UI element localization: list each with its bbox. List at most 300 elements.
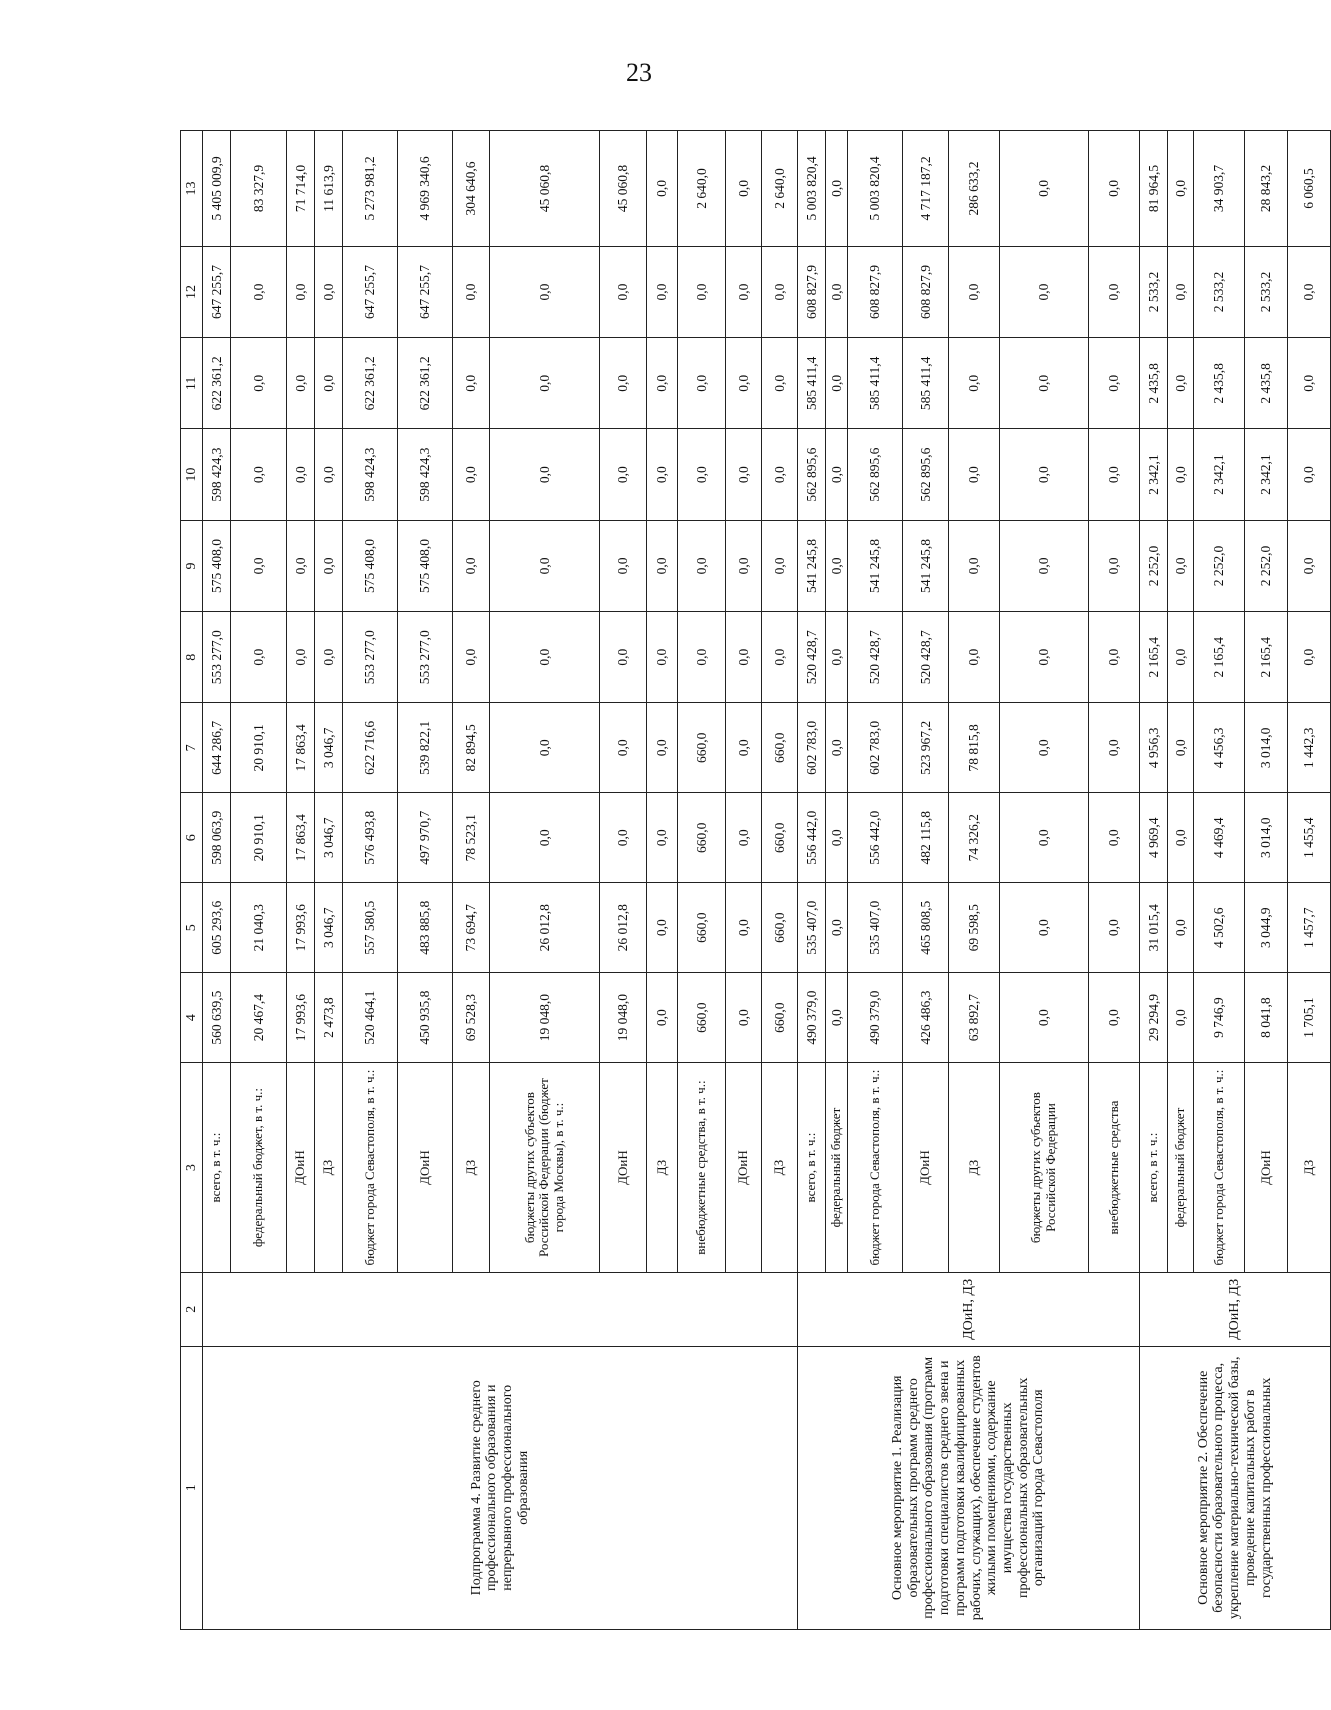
value-col-11: 0,0	[600, 338, 647, 429]
value-col-7: 539 822,1	[398, 703, 453, 793]
value-col-8: 553 277,0	[343, 612, 398, 703]
value-col-6: 20 910,1	[231, 793, 287, 883]
value-col-10: 2 342,1	[1140, 429, 1168, 520]
value-col-8: 553 277,0	[203, 612, 231, 703]
value-col-5: 660,0	[678, 883, 726, 973]
value-col-10: 0,0	[287, 429, 315, 520]
funding-source: ДОиН	[726, 1063, 762, 1273]
block-responsible: ДОиН, ДЗ	[1140, 1272, 1331, 1346]
value-col-10: 0,0	[1288, 429, 1331, 520]
value-col-12: 0,0	[647, 246, 678, 337]
value-col-13: 0,0	[826, 131, 848, 247]
value-col-7: 17 863,4	[287, 703, 315, 793]
value-col-11: 0,0	[1000, 338, 1089, 429]
value-col-5: 483 885,8	[398, 883, 453, 973]
value-col-9: 0,0	[678, 520, 726, 611]
funding-source: бюджет города Севастополя, в т. ч.:	[1194, 1063, 1245, 1273]
value-col-12: 608 827,9	[903, 246, 949, 337]
value-col-5: 1 457,7	[1288, 883, 1331, 973]
value-col-4: 20 467,4	[231, 973, 287, 1063]
funding-source: ДЗ	[315, 1063, 343, 1273]
value-col-13: 81 964,5	[1140, 131, 1168, 247]
funding-source: бюджеты других субъектов Российской Федерации (бюджет города Москвы), в т. ч.:	[490, 1063, 600, 1273]
value-col-6: 0,0	[726, 793, 762, 883]
value-col-12: 0,0	[600, 246, 647, 337]
value-col-10: 0,0	[1089, 429, 1140, 520]
column-number-12: 12	[181, 246, 203, 337]
value-col-13: 34 903,7	[1194, 131, 1245, 247]
funding-source: бюджеты других субъектов Российской Федерации	[1000, 1063, 1089, 1273]
value-col-10: 598 424,3	[343, 429, 398, 520]
value-col-4: 660,0	[678, 973, 726, 1063]
value-col-8: 2 165,4	[1140, 612, 1168, 703]
value-col-13: 4 969 340,6	[398, 131, 453, 247]
value-col-11: 0,0	[678, 338, 726, 429]
value-col-4: 2 473,8	[315, 973, 343, 1063]
value-col-13: 0,0	[1168, 131, 1194, 247]
funding-source: федеральный бюджет	[826, 1063, 848, 1273]
value-col-9: 0,0	[490, 520, 600, 611]
value-col-4: 69 528,3	[453, 973, 490, 1063]
value-col-12: 0,0	[726, 246, 762, 337]
value-col-6: 660,0	[762, 793, 798, 883]
table-body	[203, 131, 1331, 1630]
value-col-7: 78 815,8	[949, 703, 1000, 793]
value-col-8: 0,0	[287, 612, 315, 703]
value-col-4: 8 041,8	[1245, 973, 1288, 1063]
funding-source: всего, в т. ч.:	[203, 1063, 231, 1273]
value-col-4: 0,0	[1000, 973, 1089, 1063]
value-col-6: 0,0	[1168, 793, 1194, 883]
value-col-11: 2 435,8	[1194, 338, 1245, 429]
value-col-13: 83 327,9	[231, 131, 287, 247]
value-col-10: 598 424,3	[203, 429, 231, 520]
value-col-6: 0,0	[1000, 793, 1089, 883]
funding-source: ДОиН	[287, 1063, 315, 1273]
value-col-9: 541 245,8	[903, 520, 949, 611]
value-col-13: 11 613,9	[315, 131, 343, 247]
funding-source: ДЗ	[647, 1063, 678, 1273]
value-col-4: 0,0	[826, 973, 848, 1063]
value-col-5: 465 808,5	[903, 883, 949, 973]
value-col-11: 0,0	[826, 338, 848, 429]
value-col-11: 0,0	[762, 338, 798, 429]
value-col-13: 2 640,0	[678, 131, 726, 247]
value-col-11: 0,0	[453, 338, 490, 429]
value-col-12: 0,0	[1089, 246, 1140, 337]
value-col-6: 0,0	[1089, 793, 1140, 883]
value-col-7: 602 783,0	[848, 703, 903, 793]
value-col-12: 608 827,9	[848, 246, 903, 337]
value-col-10: 0,0	[678, 429, 726, 520]
value-col-13: 28 843,2	[1245, 131, 1288, 247]
value-col-4: 520 464,1	[343, 973, 398, 1063]
value-col-10: 0,0	[315, 429, 343, 520]
value-col-12: 0,0	[678, 246, 726, 337]
value-col-9: 0,0	[726, 520, 762, 611]
value-col-11: 2 435,8	[1140, 338, 1168, 429]
value-col-8: 0,0	[600, 612, 647, 703]
value-col-5: 31 015,4	[1140, 883, 1168, 973]
value-col-13: 5 003 820,4	[798, 131, 826, 247]
column-number-2: 2	[181, 1272, 203, 1346]
value-col-7: 82 894,5	[453, 703, 490, 793]
value-col-10: 0,0	[453, 429, 490, 520]
funding-source: всего, в т. ч.:	[1140, 1063, 1168, 1273]
value-col-9: 575 408,0	[398, 520, 453, 611]
value-col-13: 0,0	[726, 131, 762, 247]
value-col-12: 0,0	[231, 246, 287, 337]
funding-source: бюджет города Севастополя, в т. ч.:	[848, 1063, 903, 1273]
funding-source: ДОиН	[1245, 1063, 1288, 1273]
value-col-8: 0,0	[678, 612, 726, 703]
value-col-6: 17 863,4	[287, 793, 315, 883]
value-col-7: 0,0	[1168, 703, 1194, 793]
value-col-9: 0,0	[231, 520, 287, 611]
value-col-9: 2 252,0	[1245, 520, 1288, 611]
value-col-9: 0,0	[949, 520, 1000, 611]
value-col-9: 0,0	[647, 520, 678, 611]
value-col-6: 598 063,9	[203, 793, 231, 883]
value-col-4: 29 294,9	[1140, 973, 1168, 1063]
value-col-13: 45 060,8	[490, 131, 600, 247]
value-col-6: 660,0	[678, 793, 726, 883]
value-col-5: 557 580,5	[343, 883, 398, 973]
value-col-5: 26 012,8	[490, 883, 600, 973]
value-col-9: 0,0	[453, 520, 490, 611]
funding-source: ДОиН	[600, 1063, 647, 1273]
value-col-9: 0,0	[315, 520, 343, 611]
value-col-10: 0,0	[231, 429, 287, 520]
column-number-6: 6	[181, 793, 203, 883]
value-col-5: 26 012,8	[600, 883, 647, 973]
value-col-12: 0,0	[949, 246, 1000, 337]
value-col-12: 2 533,2	[1245, 246, 1288, 337]
value-col-7: 4 456,3	[1194, 703, 1245, 793]
value-col-10: 0,0	[490, 429, 600, 520]
table-row	[798, 131, 826, 1630]
value-col-9: 0,0	[600, 520, 647, 611]
value-col-8: 0,0	[1168, 612, 1194, 703]
value-col-5: 17 993,6	[287, 883, 315, 973]
value-col-5: 0,0	[726, 883, 762, 973]
value-col-7: 602 783,0	[798, 703, 826, 793]
value-col-11: 0,0	[1168, 338, 1194, 429]
value-col-4: 490 379,0	[848, 973, 903, 1063]
value-col-8: 0,0	[1089, 612, 1140, 703]
value-col-6: 0,0	[600, 793, 647, 883]
value-col-9: 0,0	[1089, 520, 1140, 611]
value-col-13: 0,0	[1000, 131, 1089, 247]
value-col-12: 0,0	[1000, 246, 1089, 337]
value-col-5: 0,0	[826, 883, 848, 973]
value-col-10: 562 895,6	[798, 429, 826, 520]
value-col-11: 0,0	[287, 338, 315, 429]
value-col-5: 660,0	[762, 883, 798, 973]
column-number-1: 1	[181, 1346, 203, 1629]
value-col-4: 490 379,0	[798, 973, 826, 1063]
value-col-8: 0,0	[1000, 612, 1089, 703]
value-col-6: 74 326,2	[949, 793, 1000, 883]
value-col-8: 0,0	[315, 612, 343, 703]
value-col-9: 0,0	[1288, 520, 1331, 611]
page-number: 23	[626, 58, 652, 87]
value-col-8: 0,0	[762, 612, 798, 703]
block-name: Основное мероприятие 1. Реализация образовательных программ среднего профессионального образования (программ подготовки специалистов среднего звена и программ подготовки квалифицированных рабочих, служащих), обеспечение студентов жилыми помещениями, содержание имущества государственных профессиональных образовательных организаций города Севастополя	[798, 1346, 1140, 1629]
value-col-4: 63 892,7	[949, 973, 1000, 1063]
column-number-10: 10	[181, 429, 203, 520]
value-col-9: 0,0	[1000, 520, 1089, 611]
value-col-10: 2 342,1	[1194, 429, 1245, 520]
value-col-4: 0,0	[726, 973, 762, 1063]
funding-source: ДЗ	[949, 1063, 1000, 1273]
funding-source: ДОиН	[903, 1063, 949, 1273]
value-col-10: 0,0	[762, 429, 798, 520]
value-col-4: 9 746,9	[1194, 973, 1245, 1063]
value-col-8: 0,0	[453, 612, 490, 703]
value-col-5: 3 046,7	[315, 883, 343, 973]
value-col-8: 0,0	[1288, 612, 1331, 703]
value-col-10: 598 424,3	[398, 429, 453, 520]
value-col-8: 0,0	[231, 612, 287, 703]
value-col-8: 2 165,4	[1194, 612, 1245, 703]
value-col-10: 0,0	[1000, 429, 1089, 520]
value-col-13: 0,0	[647, 131, 678, 247]
value-col-6: 576 493,8	[343, 793, 398, 883]
funding-source: ДОиН	[398, 1063, 453, 1273]
funding-source: ДЗ	[1288, 1063, 1331, 1273]
value-col-7: 523 967,2	[903, 703, 949, 793]
value-col-7: 0,0	[826, 703, 848, 793]
value-col-12: 0,0	[762, 246, 798, 337]
funding-source: всего, в т. ч.:	[798, 1063, 826, 1273]
value-col-5: 0,0	[1168, 883, 1194, 973]
funding-source: ДЗ	[453, 1063, 490, 1273]
value-col-12: 647 255,7	[343, 246, 398, 337]
value-col-8: 520 428,7	[848, 612, 903, 703]
value-col-13: 4 717 187,2	[903, 131, 949, 247]
value-col-9: 575 408,0	[343, 520, 398, 611]
value-col-11: 0,0	[490, 338, 600, 429]
value-col-7: 0,0	[1089, 703, 1140, 793]
value-col-5: 535 407,0	[798, 883, 826, 973]
value-col-10: 562 895,6	[903, 429, 949, 520]
value-col-12: 0,0	[1168, 246, 1194, 337]
value-col-10: 562 895,6	[848, 429, 903, 520]
column-number-8: 8	[181, 612, 203, 703]
value-col-11: 0,0	[315, 338, 343, 429]
block-responsible	[203, 1272, 798, 1346]
value-col-13: 6 060,5	[1288, 131, 1331, 247]
value-col-12: 2 533,2	[1140, 246, 1168, 337]
value-col-5: 535 407,0	[848, 883, 903, 973]
value-col-10: 0,0	[826, 429, 848, 520]
funding-source: внебюджетные средства, в т. ч.:	[678, 1063, 726, 1273]
block-responsible: ДОиН, ДЗ	[798, 1272, 1140, 1346]
value-col-9: 0,0	[1168, 520, 1194, 611]
value-col-8: 0,0	[826, 612, 848, 703]
value-col-4: 19 048,0	[490, 973, 600, 1063]
value-col-7: 660,0	[678, 703, 726, 793]
value-col-5: 0,0	[647, 883, 678, 973]
value-col-10: 0,0	[647, 429, 678, 520]
value-col-7: 644 286,7	[203, 703, 231, 793]
value-col-6: 497 970,7	[398, 793, 453, 883]
value-col-7: 3 046,7	[315, 703, 343, 793]
column-number-header-row	[181, 131, 203, 1630]
column-number-11: 11	[181, 338, 203, 429]
value-col-7: 0,0	[490, 703, 600, 793]
value-col-4: 0,0	[1089, 973, 1140, 1063]
value-col-7: 20 910,1	[231, 703, 287, 793]
value-col-10: 0,0	[726, 429, 762, 520]
value-col-7: 3 014,0	[1245, 703, 1288, 793]
value-col-5: 605 293,6	[203, 883, 231, 973]
value-col-5: 3 044,9	[1245, 883, 1288, 973]
value-col-13: 5 273 981,2	[343, 131, 398, 247]
value-col-11: 2 435,8	[1245, 338, 1288, 429]
value-col-11: 622 361,2	[398, 338, 453, 429]
value-col-8: 553 277,0	[398, 612, 453, 703]
column-number-7: 7	[181, 703, 203, 793]
value-col-9: 2 252,0	[1194, 520, 1245, 611]
value-col-5: 21 040,3	[231, 883, 287, 973]
value-col-4: 660,0	[762, 973, 798, 1063]
value-col-4: 426 486,3	[903, 973, 949, 1063]
value-col-6: 4 969,4	[1140, 793, 1168, 883]
value-col-11: 0,0	[231, 338, 287, 429]
table-rotated-wrapper	[180, 130, 1317, 1630]
value-col-4: 0,0	[647, 973, 678, 1063]
value-col-6: 0,0	[647, 793, 678, 883]
value-col-5: 0,0	[1000, 883, 1089, 973]
value-col-10: 0,0	[1168, 429, 1194, 520]
value-col-6: 3 046,7	[315, 793, 343, 883]
value-col-7: 4 956,3	[1140, 703, 1168, 793]
value-col-6: 556 442,0	[848, 793, 903, 883]
value-col-7: 0,0	[726, 703, 762, 793]
value-col-4: 0,0	[1168, 973, 1194, 1063]
value-col-9: 0,0	[287, 520, 315, 611]
value-col-13: 5 405 009,9	[203, 131, 231, 247]
table-row	[1140, 131, 1168, 1630]
value-col-10: 0,0	[600, 429, 647, 520]
value-col-8: 520 428,7	[903, 612, 949, 703]
value-col-12: 608 827,9	[798, 246, 826, 337]
funding-source: федеральный бюджет	[1168, 1063, 1194, 1273]
value-col-12: 647 255,7	[203, 246, 231, 337]
value-col-5: 0,0	[1089, 883, 1140, 973]
value-col-12: 0,0	[287, 246, 315, 337]
value-col-7: 1 442,3	[1288, 703, 1331, 793]
value-col-6: 0,0	[490, 793, 600, 883]
column-number-4: 4	[181, 973, 203, 1063]
value-col-12: 647 255,7	[398, 246, 453, 337]
value-col-8: 0,0	[949, 612, 1000, 703]
value-col-13: 5 003 820,4	[848, 131, 903, 247]
value-col-12: 0,0	[490, 246, 600, 337]
value-col-8: 0,0	[490, 612, 600, 703]
value-col-8: 520 428,7	[798, 612, 826, 703]
value-col-11: 0,0	[647, 338, 678, 429]
value-col-12: 0,0	[315, 246, 343, 337]
value-col-7: 660,0	[762, 703, 798, 793]
value-col-6: 556 442,0	[798, 793, 826, 883]
value-col-13: 2 640,0	[762, 131, 798, 247]
value-col-12: 0,0	[453, 246, 490, 337]
value-col-11: 585 411,4	[848, 338, 903, 429]
value-col-8: 2 165,4	[1245, 612, 1288, 703]
value-col-6: 1 455,4	[1288, 793, 1331, 883]
value-col-11: 622 361,2	[203, 338, 231, 429]
value-col-4: 19 048,0	[600, 973, 647, 1063]
value-col-4: 1 705,1	[1288, 973, 1331, 1063]
value-col-13: 0,0	[1089, 131, 1140, 247]
column-number-13: 13	[181, 131, 203, 247]
value-col-11: 585 411,4	[903, 338, 949, 429]
value-col-12: 0,0	[1288, 246, 1331, 337]
value-col-11: 0,0	[726, 338, 762, 429]
value-col-6: 482 115,8	[903, 793, 949, 883]
value-col-11: 0,0	[1089, 338, 1140, 429]
funding-source: внебюджетные средства	[1089, 1063, 1140, 1273]
value-col-9: 575 408,0	[203, 520, 231, 611]
value-col-10: 2 342,1	[1245, 429, 1288, 520]
funding-source: федеральный бюджет, в т. ч.:	[231, 1063, 287, 1273]
value-col-12: 0,0	[826, 246, 848, 337]
value-col-13: 71 714,0	[287, 131, 315, 247]
column-number-5: 5	[181, 883, 203, 973]
column-number-9: 9	[181, 520, 203, 611]
value-col-11: 0,0	[949, 338, 1000, 429]
value-col-9: 0,0	[826, 520, 848, 611]
funding-source: бюджет города Севастополя, в т. ч.:	[343, 1063, 398, 1273]
value-col-12: 2 533,2	[1194, 246, 1245, 337]
value-col-6: 0,0	[826, 793, 848, 883]
value-col-8: 0,0	[647, 612, 678, 703]
value-col-5: 69 598,5	[949, 883, 1000, 973]
value-col-6: 3 014,0	[1245, 793, 1288, 883]
column-number-3: 3	[181, 1063, 203, 1273]
value-col-11: 622 361,2	[343, 338, 398, 429]
value-col-10: 0,0	[949, 429, 1000, 520]
value-col-7: 0,0	[1000, 703, 1089, 793]
budget-table	[180, 130, 1331, 1630]
value-col-4: 17 993,6	[287, 973, 315, 1063]
value-col-11: 0,0	[1288, 338, 1331, 429]
value-col-9: 2 252,0	[1140, 520, 1168, 611]
value-col-6: 4 469,4	[1194, 793, 1245, 883]
value-col-7: 0,0	[647, 703, 678, 793]
value-col-8: 0,0	[726, 612, 762, 703]
value-col-6: 78 523,1	[453, 793, 490, 883]
value-col-5: 73 694,7	[453, 883, 490, 973]
value-col-13: 45 060,8	[600, 131, 647, 247]
value-col-13: 286 633,2	[949, 131, 1000, 247]
value-col-5: 4 502,6	[1194, 883, 1245, 973]
value-col-7: 0,0	[600, 703, 647, 793]
value-col-13: 304 640,6	[453, 131, 490, 247]
table-row	[203, 131, 231, 1630]
value-col-4: 450 935,8	[398, 973, 453, 1063]
value-col-9: 541 245,8	[798, 520, 826, 611]
value-col-9: 541 245,8	[848, 520, 903, 611]
block-name: Основное мероприятие 2. Обеспечение безопасности образовательного процесса, укрепление материально-технической базы, проведение капитальных работ в государственных профессиональных	[1140, 1346, 1331, 1629]
funding-source: ДЗ	[762, 1063, 798, 1273]
value-col-11: 585 411,4	[798, 338, 826, 429]
block-name: Подпрограмма 4. Развитие среднего профессионального образования и непрерывного профессионального образования	[203, 1346, 798, 1629]
value-col-7: 622 716,6	[343, 703, 398, 793]
